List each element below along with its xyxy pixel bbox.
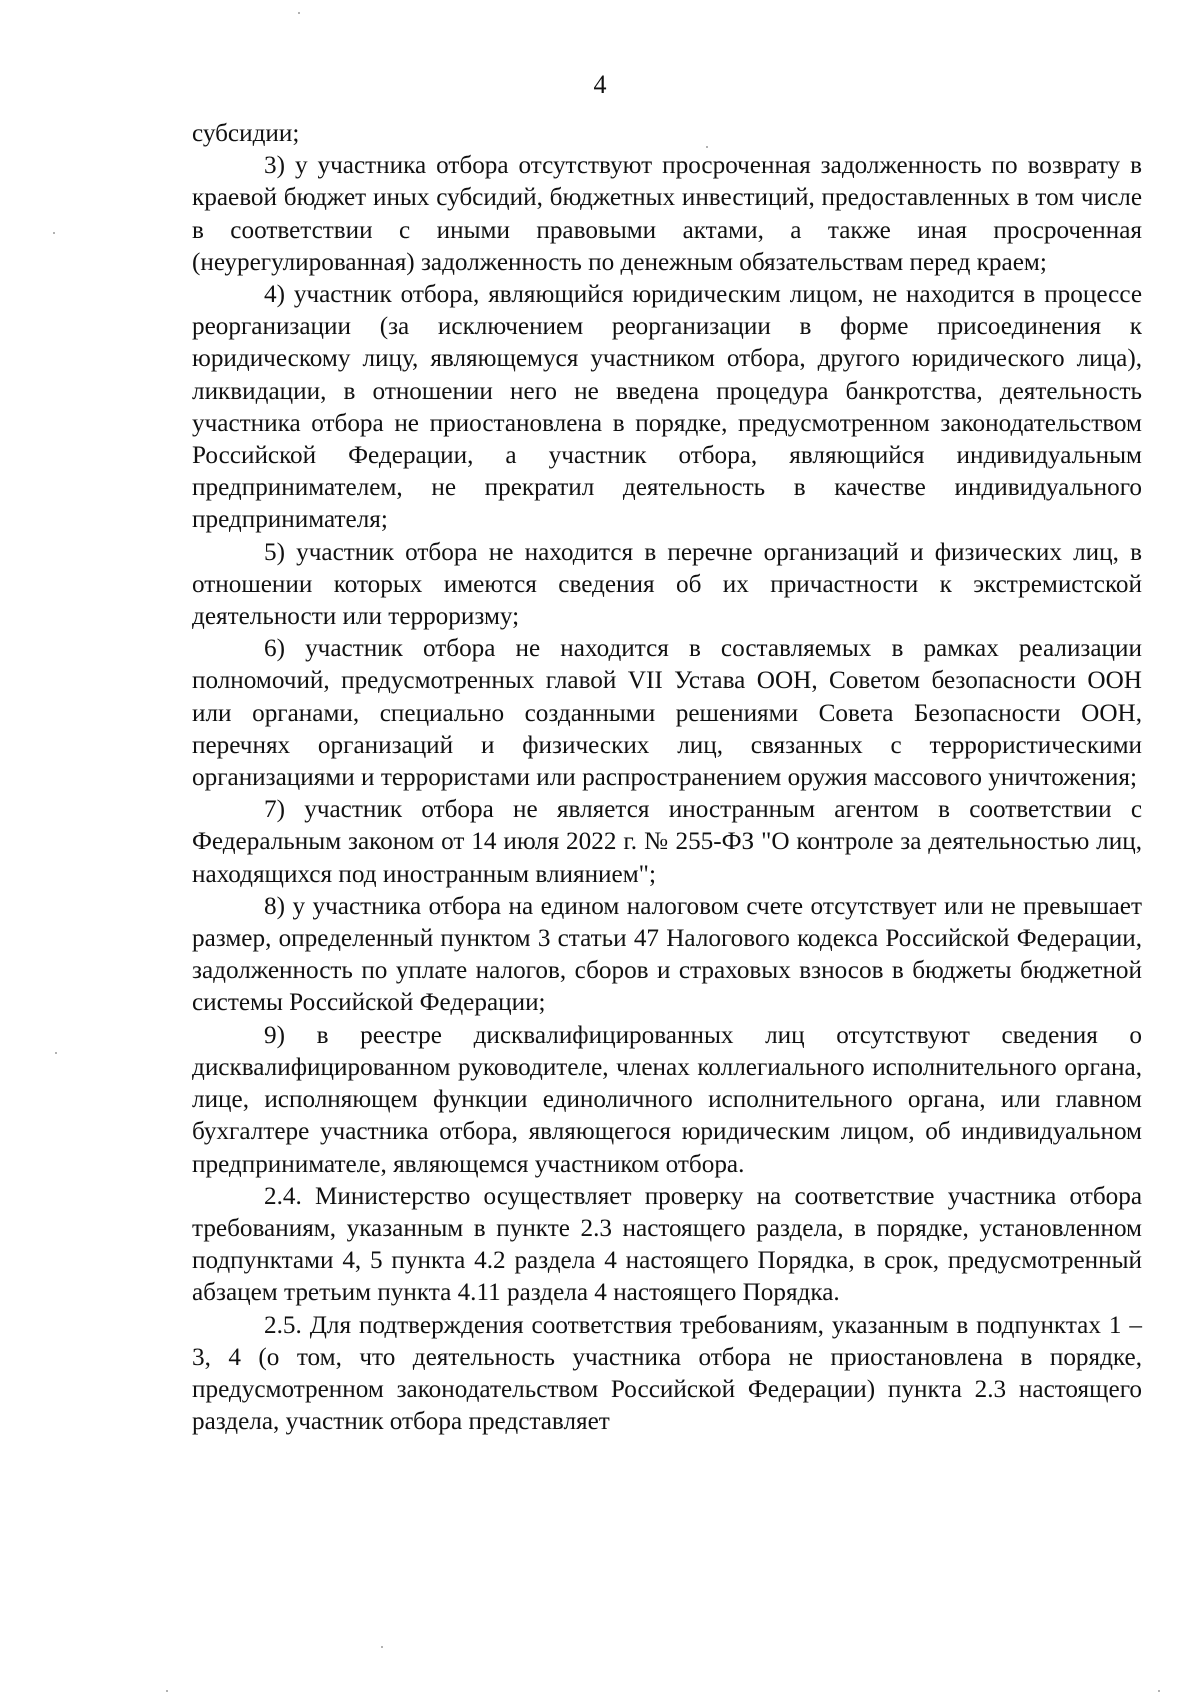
scan-speck bbox=[53, 232, 55, 234]
paragraph-item-6: 6) участник отбора не находится в составляемых в рамках реализации полномочий, предусмотренных главой VII Устава ООН, Советом безопасности ООН или органами, специально созданными решениями Совета Безопасности ООН, перечнях организаций и физических лиц, связанных с террористическими организациями и террористами или распространением оружия массового уничтожения; bbox=[192, 635, 1142, 792]
paragraph-continuation: субсидии; bbox=[192, 120, 300, 147]
document-body bbox=[192, 118, 1142, 1438]
scan-speck bbox=[298, 12, 300, 14]
scan-speck bbox=[1158, 1690, 1160, 1692]
paragraph-item-7: 7) участник отбора не является иностранным агентом в соответствии с Федеральным законом от 14 июля 2022 г. № 255-ФЗ "О контроле за деятельностью лиц, находящихся под иностранным влиянием"; bbox=[192, 796, 1142, 888]
scan-speck bbox=[55, 1052, 57, 1054]
paragraph-2-4: 2.4. Министерство осуществляет проверку на соответствие участника отбора требованиям, указанным в пункте 2.3 настоящего раздела, в порядке, установленном подпунктами 4, 5 пункта 4.2 раздела 4 настоящего Порядка, в срок, предусмотренный абзацем третьим пункта 4.11 раздела 4 настоящего Порядка. bbox=[192, 1182, 1142, 1307]
paragraph-item-9: 9) в реестре дисквалифицированных лиц отсутствуют сведения о дисквалифицированном руководителе, членах коллегиального исполнительного органа, лице, исполняющем функции единоличного исполнительного органа, или главном бухгалтере участника отбора, являющегося юридическим лицом, об индивидуальном предпринимателе, являющемся участником отбора. bbox=[192, 1021, 1142, 1178]
scan-speck bbox=[166, 1690, 168, 1692]
paragraph-item-5: 5) участник отбора не находится в перечне организаций и физических лиц, в отношении которых имеются сведения об их причастности к экстремистской деятельности или терроризму; bbox=[192, 538, 1142, 631]
paragraph-2-5: 2.5. Для подтверждения соответствия требованиям, указанным в подпунктах 1 – 3, 4 (о том, что деятельность участника отбора не приостановлена в порядке, предусмотренном законодательством Российской Федерации) пункта 2.3 настоящего раздела, участник отбора представляет bbox=[192, 1311, 1142, 1436]
page-number: 4 bbox=[593, 70, 607, 99]
scan-speck bbox=[706, 146, 708, 148]
paragraph-item-8: 8) у участника отбора на едином налоговом счете отсутствует или не превышает размер, определенный пунктом 3 статьи 47 Налогового кодекса Российской Федерации, задолженность по уплате налогов, сборов и страховых взносов в бюджеты бюджетной системы Российской Федерации; bbox=[192, 892, 1142, 1017]
paragraph-item-3: 3) у участника отбора отсутствуют просроченная задолженность по возврату в краевой бюджет иных субсидий, бюджетных инвестиций, предоставленных в том числе в соответствии с иными правовыми актами, а также иная просроченная (неурегулированная) задолженность по денежным обязательствам перед краем; bbox=[192, 152, 1142, 276]
paragraph-item-4: 4) участник отбора, являющийся юридическим лицом, не находится в процессе реорганизации (за исключением реорганизации в форме присоединения к юридическому лицу, являющемуся участником отбора, другого юридического лица), ликвидации, в отношении него не введена процедура банкротства, деятельность участника отбора не приостановлена в порядке, предусмотренном законодательством Российской Федерации, а участник отбора, являющийся индивидуальным предпринимателем, не прекратил деятельность в качестве индивидуального предпринимателя; bbox=[192, 281, 1142, 534]
scan-speck bbox=[381, 1646, 383, 1648]
